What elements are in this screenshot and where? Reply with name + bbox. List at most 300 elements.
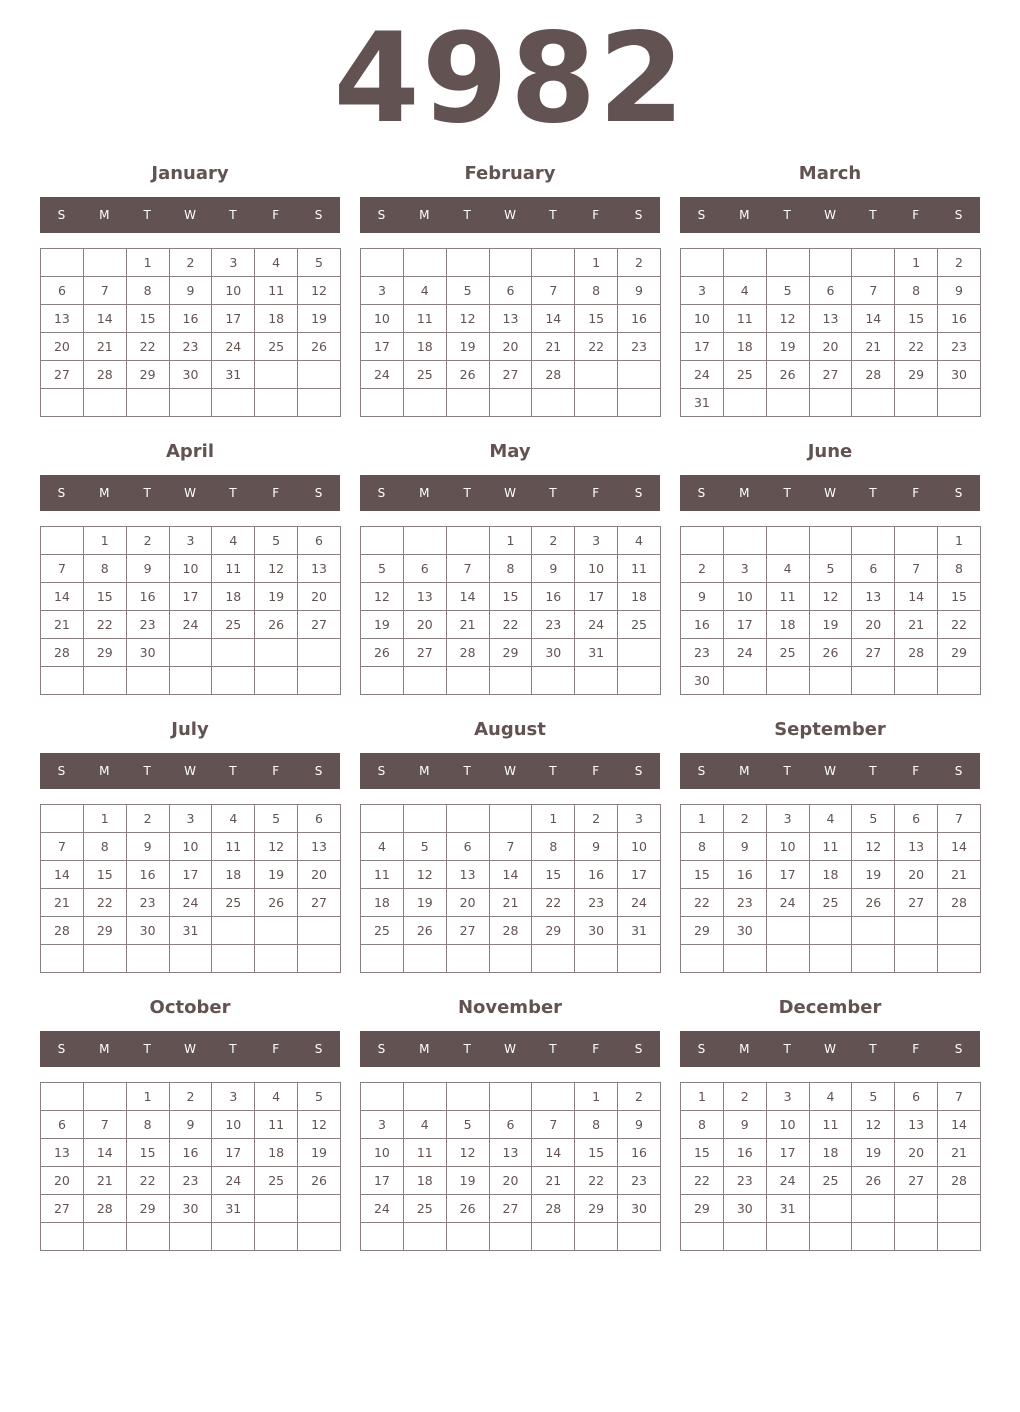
weekday-label: W <box>504 764 516 778</box>
day-cell: 28 <box>83 361 126 389</box>
day-cell: 18 <box>723 333 766 361</box>
empty-day-cell <box>532 1083 575 1111</box>
day-cell: 19 <box>446 333 489 361</box>
day-cell: 28 <box>41 639 84 667</box>
weekday-header <box>40 753 340 789</box>
day-cell: 14 <box>83 1139 126 1167</box>
weekday-label: W <box>184 764 196 778</box>
empty-day-cell <box>41 527 84 555</box>
day-cell: 24 <box>212 333 255 361</box>
day-cell: 26 <box>852 1167 895 1195</box>
week-row <box>361 833 661 861</box>
day-cell: 19 <box>298 1139 341 1167</box>
month-title: September <box>774 719 886 740</box>
day-cell: 27 <box>489 1195 532 1223</box>
day-cell: 17 <box>766 1139 809 1167</box>
empty-day-cell <box>255 917 298 945</box>
week-row <box>681 583 981 611</box>
day-cell: 12 <box>852 833 895 861</box>
day-cell: 23 <box>938 333 981 361</box>
day-cell: 28 <box>938 889 981 917</box>
day-cell: 6 <box>895 1083 938 1111</box>
week-row <box>681 305 981 333</box>
day-cell: 8 <box>575 277 618 305</box>
week-row <box>681 333 981 361</box>
weekday-label: T <box>783 208 791 222</box>
empty-day-cell <box>361 249 404 277</box>
empty-day-cell <box>766 917 809 945</box>
weekday-label: T <box>783 764 791 778</box>
day-cell: 10 <box>618 833 661 861</box>
empty-day-cell <box>575 361 618 389</box>
day-cell: 10 <box>681 305 724 333</box>
empty-day-cell <box>298 1223 341 1251</box>
week-row <box>681 555 981 583</box>
week-row <box>41 861 341 889</box>
empty-day-cell <box>532 1223 575 1251</box>
week-row <box>41 805 341 833</box>
day-cell: 25 <box>255 333 298 361</box>
week-row <box>681 639 981 667</box>
weekday-label: F <box>272 764 280 778</box>
empty-day-cell <box>169 945 212 973</box>
weekday-label: M <box>419 1042 430 1056</box>
weekday-label: S <box>314 1042 323 1056</box>
empty-day-cell <box>681 945 724 973</box>
week-row <box>681 805 981 833</box>
day-cell: 30 <box>681 667 724 695</box>
day-cell: 21 <box>852 333 895 361</box>
day-cell: 3 <box>575 527 618 555</box>
empty-day-cell <box>361 667 404 695</box>
month-title: November <box>457 997 563 1018</box>
weekday-label: S <box>954 486 963 500</box>
day-cell: 27 <box>41 361 84 389</box>
day-cell: 12 <box>852 1111 895 1139</box>
month-title: March <box>798 163 862 184</box>
day-cell: 29 <box>575 1195 618 1223</box>
month-title: June <box>807 441 853 462</box>
day-cell: 17 <box>766 861 809 889</box>
day-cell: 27 <box>403 639 446 667</box>
weekday-label: W <box>184 486 196 500</box>
day-cell: 2 <box>723 805 766 833</box>
day-cell: 24 <box>618 889 661 917</box>
weekday-label: T <box>229 764 237 778</box>
day-cell: 25 <box>766 639 809 667</box>
day-cell: 5 <box>852 1083 895 1111</box>
day-cell: 30 <box>126 639 169 667</box>
week-row <box>361 1083 661 1111</box>
day-grid <box>40 248 341 417</box>
day-cell: 14 <box>532 1139 575 1167</box>
day-cell: 13 <box>895 1111 938 1139</box>
empty-day-cell <box>169 1223 212 1251</box>
week-row <box>41 1111 341 1139</box>
weekday-label: T <box>783 1042 791 1056</box>
day-cell: 27 <box>41 1195 84 1223</box>
day-cell: 4 <box>809 805 852 833</box>
empty-day-cell <box>532 945 575 973</box>
week-row <box>681 1223 981 1251</box>
day-cell: 4 <box>255 1083 298 1111</box>
day-cell: 5 <box>446 1111 489 1139</box>
week-row <box>361 805 661 833</box>
empty-day-cell <box>126 1223 169 1251</box>
weekday-label: S <box>697 486 706 500</box>
week-row <box>361 305 661 333</box>
day-cell: 2 <box>169 1083 212 1111</box>
day-cell: 27 <box>852 639 895 667</box>
week-row <box>681 1111 981 1139</box>
week-row <box>361 611 661 639</box>
day-cell: 29 <box>532 917 575 945</box>
day-cell: 15 <box>83 583 126 611</box>
empty-day-cell <box>723 249 766 277</box>
day-cell: 18 <box>255 1139 298 1167</box>
month-title: February <box>464 163 556 184</box>
weekday-label: T <box>229 486 237 500</box>
day-cell: 6 <box>895 805 938 833</box>
empty-day-cell <box>403 389 446 417</box>
day-cell: 13 <box>41 305 84 333</box>
weekday-label: S <box>954 764 963 778</box>
day-cell: 20 <box>446 889 489 917</box>
day-cell: 11 <box>723 305 766 333</box>
day-cell: 24 <box>169 889 212 917</box>
weekday-label: T <box>869 1042 877 1056</box>
day-cell: 4 <box>403 1111 446 1139</box>
week-row <box>41 389 341 417</box>
day-cell: 20 <box>895 861 938 889</box>
day-cell: 9 <box>618 1111 661 1139</box>
day-cell: 7 <box>83 277 126 305</box>
empty-day-cell <box>489 805 532 833</box>
day-cell: 26 <box>809 639 852 667</box>
day-cell: 24 <box>575 611 618 639</box>
empty-day-cell <box>255 667 298 695</box>
day-cell: 27 <box>446 917 489 945</box>
week-row <box>361 333 661 361</box>
empty-day-cell <box>298 945 341 973</box>
day-cell: 22 <box>575 333 618 361</box>
week-row <box>361 639 661 667</box>
day-cell: 23 <box>618 1167 661 1195</box>
day-cell: 3 <box>169 527 212 555</box>
weekday-label: S <box>954 208 963 222</box>
empty-day-cell <box>298 667 341 695</box>
day-cell: 12 <box>446 1139 489 1167</box>
week-row <box>361 527 661 555</box>
empty-day-cell <box>681 527 724 555</box>
empty-day-cell <box>895 667 938 695</box>
day-cell: 28 <box>489 917 532 945</box>
day-cell: 27 <box>298 611 341 639</box>
weekday-header <box>680 753 980 789</box>
day-cell: 30 <box>169 361 212 389</box>
weekday-label: S <box>57 1042 66 1056</box>
day-cell: 9 <box>618 277 661 305</box>
empty-day-cell <box>403 945 446 973</box>
day-cell: 9 <box>169 1111 212 1139</box>
empty-day-cell <box>446 667 489 695</box>
empty-day-cell <box>298 917 341 945</box>
empty-day-cell <box>83 667 126 695</box>
empty-day-cell <box>446 1083 489 1111</box>
empty-day-cell <box>489 945 532 973</box>
week-row <box>681 1083 981 1111</box>
day-cell: 30 <box>126 917 169 945</box>
day-cell: 24 <box>212 1167 255 1195</box>
day-cell: 17 <box>361 333 404 361</box>
day-cell: 6 <box>41 277 84 305</box>
day-cell: 23 <box>126 889 169 917</box>
day-cell: 21 <box>532 1167 575 1195</box>
day-cell: 8 <box>532 833 575 861</box>
weekday-label: T <box>143 486 151 500</box>
day-cell: 6 <box>809 277 852 305</box>
day-grid <box>680 804 981 973</box>
empty-day-cell <box>575 1223 618 1251</box>
empty-day-cell <box>126 667 169 695</box>
day-cell: 14 <box>41 861 84 889</box>
day-cell: 29 <box>681 917 724 945</box>
empty-day-cell <box>361 1223 404 1251</box>
day-cell: 30 <box>723 917 766 945</box>
day-cell: 29 <box>938 639 981 667</box>
day-cell: 9 <box>723 1111 766 1139</box>
week-row <box>361 667 661 695</box>
day-cell: 4 <box>809 1083 852 1111</box>
weekday-label: F <box>592 486 600 500</box>
empty-day-cell <box>809 249 852 277</box>
day-grid <box>40 526 341 695</box>
day-cell: 13 <box>852 583 895 611</box>
day-cell: 4 <box>723 277 766 305</box>
weekday-label: W <box>824 208 836 222</box>
day-cell: 1 <box>126 249 169 277</box>
week-row <box>41 555 341 583</box>
day-cell: 21 <box>938 861 981 889</box>
weekday-label: M <box>739 208 750 222</box>
day-cell: 6 <box>403 555 446 583</box>
day-cell: 24 <box>169 611 212 639</box>
day-cell: 27 <box>298 889 341 917</box>
weekday-label: S <box>697 208 706 222</box>
empty-day-cell <box>809 917 852 945</box>
week-row <box>41 833 341 861</box>
day-cell: 7 <box>532 277 575 305</box>
empty-day-cell <box>255 1223 298 1251</box>
day-cell: 11 <box>618 555 661 583</box>
day-cell: 8 <box>126 1111 169 1139</box>
empty-day-cell <box>212 389 255 417</box>
day-cell: 18 <box>618 583 661 611</box>
day-cell: 19 <box>852 861 895 889</box>
empty-day-cell <box>446 389 489 417</box>
week-row <box>41 611 341 639</box>
week-row <box>41 361 341 389</box>
day-cell: 16 <box>618 305 661 333</box>
empty-day-cell <box>255 945 298 973</box>
day-cell: 22 <box>575 1167 618 1195</box>
week-row <box>361 1195 661 1223</box>
day-cell: 23 <box>532 611 575 639</box>
day-grid <box>360 1082 661 1251</box>
empty-day-cell <box>489 1083 532 1111</box>
day-cell: 17 <box>212 1139 255 1167</box>
day-cell: 29 <box>126 361 169 389</box>
empty-day-cell <box>766 527 809 555</box>
empty-day-cell <box>895 1223 938 1251</box>
year-title: 4982 <box>333 7 687 151</box>
day-cell: 14 <box>938 1111 981 1139</box>
day-cell: 28 <box>938 1167 981 1195</box>
week-row <box>681 917 981 945</box>
day-cell: 24 <box>766 1167 809 1195</box>
empty-day-cell <box>212 917 255 945</box>
empty-day-cell <box>938 917 981 945</box>
week-row <box>681 527 981 555</box>
day-cell: 1 <box>489 527 532 555</box>
day-cell: 19 <box>852 1139 895 1167</box>
weekday-label: T <box>869 764 877 778</box>
day-cell: 13 <box>41 1139 84 1167</box>
day-cell: 10 <box>169 833 212 861</box>
week-row <box>41 249 341 277</box>
empty-day-cell <box>723 945 766 973</box>
day-cell: 11 <box>255 1111 298 1139</box>
weekday-label: S <box>314 764 323 778</box>
day-cell: 11 <box>403 305 446 333</box>
day-cell: 17 <box>169 861 212 889</box>
empty-day-cell <box>403 527 446 555</box>
day-cell: 15 <box>575 305 618 333</box>
day-cell: 20 <box>489 333 532 361</box>
day-cell: 3 <box>681 277 724 305</box>
day-cell: 26 <box>446 361 489 389</box>
empty-day-cell <box>618 1223 661 1251</box>
empty-day-cell <box>938 667 981 695</box>
day-cell: 3 <box>361 1111 404 1139</box>
weekday-label: W <box>184 1042 196 1056</box>
month-title: December <box>778 997 882 1018</box>
day-cell: 4 <box>212 527 255 555</box>
weekday-label: T <box>549 486 557 500</box>
day-cell: 10 <box>169 555 212 583</box>
week-row <box>681 945 981 973</box>
day-cell: 2 <box>126 527 169 555</box>
week-row <box>361 1111 661 1139</box>
day-cell: 20 <box>298 861 341 889</box>
day-cell: 11 <box>212 555 255 583</box>
day-cell: 28 <box>41 917 84 945</box>
day-cell: 23 <box>575 889 618 917</box>
weekday-label: F <box>912 1042 920 1056</box>
week-row <box>361 1139 661 1167</box>
day-cell: 10 <box>766 833 809 861</box>
day-cell: 12 <box>446 305 489 333</box>
weekday-label: M <box>739 486 750 500</box>
day-cell: 5 <box>809 555 852 583</box>
day-cell: 2 <box>938 249 981 277</box>
week-row <box>361 917 661 945</box>
week-row <box>361 889 661 917</box>
weekday-label: S <box>57 208 66 222</box>
weekday-header <box>360 475 660 511</box>
weekday-label: T <box>549 764 557 778</box>
day-cell: 17 <box>169 583 212 611</box>
day-cell: 6 <box>298 805 341 833</box>
day-cell: 22 <box>83 889 126 917</box>
day-cell: 20 <box>41 1167 84 1195</box>
empty-day-cell <box>618 945 661 973</box>
day-cell: 14 <box>895 583 938 611</box>
day-cell: 10 <box>361 1139 404 1167</box>
day-cell: 22 <box>83 611 126 639</box>
day-cell: 4 <box>403 277 446 305</box>
week-row <box>41 333 341 361</box>
weekday-label: S <box>314 208 323 222</box>
day-cell: 9 <box>938 277 981 305</box>
empty-day-cell <box>83 945 126 973</box>
week-row <box>361 583 661 611</box>
day-cell: 2 <box>575 805 618 833</box>
day-cell: 12 <box>255 833 298 861</box>
day-cell: 26 <box>852 889 895 917</box>
day-cell: 24 <box>361 361 404 389</box>
day-cell: 8 <box>83 555 126 583</box>
empty-day-cell <box>83 1083 126 1111</box>
empty-day-cell <box>83 1223 126 1251</box>
day-cell: 2 <box>618 1083 661 1111</box>
day-cell: 12 <box>809 583 852 611</box>
day-cell: 11 <box>361 861 404 889</box>
day-cell: 1 <box>895 249 938 277</box>
day-cell: 13 <box>403 583 446 611</box>
day-cell: 20 <box>403 611 446 639</box>
day-cell: 14 <box>446 583 489 611</box>
day-cell: 16 <box>126 861 169 889</box>
empty-day-cell <box>809 667 852 695</box>
day-cell: 16 <box>681 611 724 639</box>
day-cell: 22 <box>895 333 938 361</box>
day-grid <box>360 526 661 695</box>
day-cell: 22 <box>532 889 575 917</box>
empty-day-cell <box>83 389 126 417</box>
empty-day-cell <box>723 667 766 695</box>
weekday-label: S <box>377 208 386 222</box>
weekday-label: F <box>272 486 280 500</box>
empty-day-cell <box>766 249 809 277</box>
empty-day-cell <box>361 805 404 833</box>
day-cell: 31 <box>575 639 618 667</box>
weekday-label: F <box>592 1042 600 1056</box>
day-cell: 26 <box>361 639 404 667</box>
day-cell: 18 <box>212 583 255 611</box>
empty-day-cell <box>852 389 895 417</box>
empty-day-cell <box>809 1195 852 1223</box>
weekday-label: F <box>272 208 280 222</box>
day-cell: 13 <box>298 833 341 861</box>
empty-day-cell <box>212 639 255 667</box>
day-cell: 30 <box>938 361 981 389</box>
empty-day-cell <box>361 945 404 973</box>
empty-day-cell <box>169 389 212 417</box>
day-cell: 21 <box>532 333 575 361</box>
day-cell: 20 <box>809 333 852 361</box>
day-cell: 5 <box>403 833 446 861</box>
